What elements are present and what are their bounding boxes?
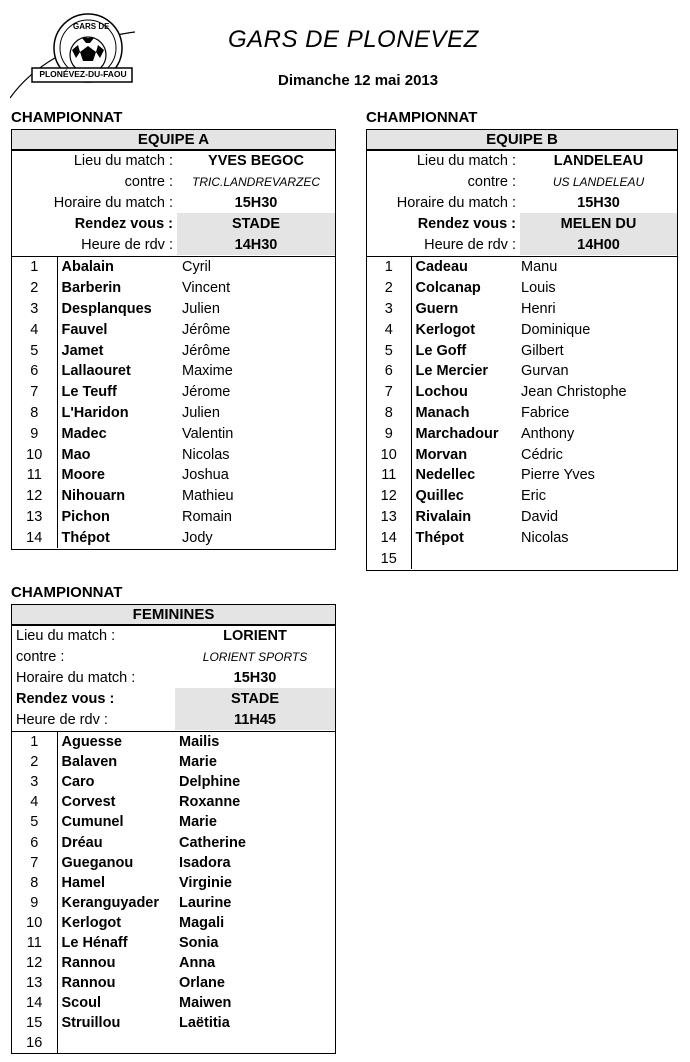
label-lieu: Lieu du match : <box>73 153 173 170</box>
player-firstname: Delphine <box>179 774 241 791</box>
player-row <box>12 933 335 953</box>
horaire-value: 15H30 <box>577 194 620 211</box>
player-row <box>12 340 335 361</box>
player-firstname: David <box>521 508 559 525</box>
match-date: Dimanche 12 mai 2013 <box>278 72 439 89</box>
player-firstname: Nicolas <box>182 446 230 463</box>
player-firstname: Cyril <box>182 259 211 276</box>
player-firstname: Dominique <box>521 321 591 338</box>
player-firstname: Maiwen <box>179 995 232 1012</box>
player-number: 11 <box>12 465 57 486</box>
player-surname: Thépot <box>61 529 110 546</box>
player-surname: Dréau <box>61 834 103 851</box>
player-surname: Kerlogot <box>61 914 122 931</box>
player-row <box>12 507 335 528</box>
player-surname: Quillec <box>415 488 464 505</box>
player-surname: Hamel <box>61 874 106 891</box>
player-number: 16 <box>12 1033 57 1053</box>
player-row <box>367 507 677 528</box>
player-surname: Cumunel <box>61 814 124 831</box>
player-surname: Fauvel <box>61 321 108 338</box>
roster-b <box>366 256 678 571</box>
player-number: 5 <box>12 340 57 361</box>
player-row <box>12 1013 335 1033</box>
player-surname: Struillou <box>61 1015 121 1032</box>
heure-rdv-value: 11H45 <box>175 709 335 730</box>
player-firstname: Magali <box>179 914 225 931</box>
player-firstname: Jody <box>182 529 213 546</box>
player-number: 6 <box>367 361 411 382</box>
player-number: 10 <box>12 913 57 933</box>
player-firstname: Jérôme <box>182 342 231 359</box>
player-firstname: Mathieu <box>182 488 234 505</box>
player-firstname: Julien <box>182 300 220 317</box>
player-row <box>12 953 335 973</box>
player-number: 9 <box>12 423 57 444</box>
player-firstname: Maxime <box>182 363 233 380</box>
player-row <box>12 973 335 993</box>
player-firstname: Gilbert <box>521 342 564 359</box>
section-championnat-b: CHAMPIONNAT <box>366 109 478 126</box>
player-firstname: Catherine <box>179 834 246 851</box>
player-number: 7 <box>12 382 57 403</box>
player-row <box>12 319 335 340</box>
section-championnat-f: CHAMPIONNAT <box>11 584 123 601</box>
player-surname: Cadeau <box>415 259 468 276</box>
player-surname: L'Haridon <box>61 404 129 421</box>
player-number: 7 <box>12 853 57 873</box>
player-row <box>12 732 335 752</box>
label-horaire: Horaire du match : <box>16 669 136 686</box>
player-number: 8 <box>12 403 57 424</box>
rdv-value: MELEN DU <box>520 213 677 234</box>
player-row <box>367 257 677 278</box>
player-firstname: Pierre Yves <box>521 467 595 484</box>
player-number: 12 <box>12 486 57 507</box>
player-row <box>12 486 335 507</box>
player-number: 5 <box>367 340 411 361</box>
player-surname: Jamet <box>61 342 104 359</box>
player-firstname: Marie <box>179 754 217 771</box>
player-number: 14 <box>367 527 411 548</box>
player-surname: Colcanap <box>415 280 481 297</box>
player-number: 10 <box>12 444 57 465</box>
player-number: 10 <box>367 444 411 465</box>
player-row <box>12 382 335 403</box>
player-surname: Gueganou <box>61 854 134 871</box>
player-surname: Madec <box>61 425 107 442</box>
rdv-value: STADE <box>177 213 335 234</box>
team-header-f: FEMININES <box>11 604 336 625</box>
player-row <box>367 278 677 299</box>
horaire-value: 15H30 <box>233 669 277 686</box>
player-number: 1 <box>367 257 411 278</box>
player-firstname: Manu <box>521 259 558 276</box>
player-surname: Abalain <box>61 259 114 276</box>
player-firstname: Mailis <box>179 734 220 751</box>
player-surname: Kerlogot <box>415 321 476 338</box>
player-surname: Mao <box>61 446 91 463</box>
player-number: 1 <box>12 257 57 278</box>
player-number: 3 <box>12 772 57 792</box>
player-number: 4 <box>367 319 411 340</box>
player-firstname: Valentin <box>182 425 234 442</box>
player-surname: Manach <box>415 404 470 421</box>
player-number: 6 <box>12 361 57 382</box>
player-firstname: Anthony <box>521 425 575 442</box>
label-heure-rdv: Heure de rdv : <box>81 236 173 253</box>
label-rdv: Rendez vous : <box>16 690 115 707</box>
section-championnat-a: CHAMPIONNAT <box>11 109 123 126</box>
player-surname: Rannou <box>61 955 116 972</box>
player-firstname: Joshua <box>182 467 229 484</box>
player-surname: Corvest <box>61 794 116 811</box>
contre-value: TRIC.LANDREVARZEC <box>191 175 321 190</box>
player-number: 2 <box>12 278 57 299</box>
match-info-b <box>366 150 678 257</box>
player-firstname: Vincent <box>182 280 231 297</box>
player-row <box>12 1033 335 1053</box>
player-number: 7 <box>367 382 411 403</box>
player-firstname: Jean Christophe <box>521 384 627 401</box>
player-surname: Balaven <box>61 754 118 771</box>
player-surname: Nihouarn <box>61 488 126 505</box>
player-firstname: Orlane <box>179 975 225 992</box>
label-contre: contre : <box>124 174 173 191</box>
player-surname: Le Teuff <box>61 384 117 401</box>
match-info-a <box>11 150 336 257</box>
player-firstname: Louis <box>521 280 556 297</box>
contre-value: LORIENT SPORTS <box>202 650 308 665</box>
player-row <box>12 893 335 913</box>
player-row <box>12 913 335 933</box>
player-surname: Le Hénaff <box>61 934 128 951</box>
player-firstname: Cédric <box>521 446 563 463</box>
roster-a <box>11 256 336 550</box>
player-firstname <box>517 548 677 569</box>
player-row <box>12 853 335 873</box>
player-number: 12 <box>12 953 57 973</box>
label-contre: contre : <box>16 649 65 666</box>
player-row <box>367 465 677 486</box>
heure-rdv-value: 14H30 <box>177 234 335 255</box>
logo-text-top: GARS DE <box>73 22 110 31</box>
rdv-value: STADE <box>175 688 335 709</box>
player-firstname: Marie <box>179 814 217 831</box>
player-number: 14 <box>12 993 57 1013</box>
player-firstname <box>175 1033 335 1053</box>
player-row <box>12 423 335 444</box>
player-row <box>12 993 335 1013</box>
player-surname: Le Mercier <box>415 363 489 380</box>
player-surname: Aguesse <box>61 734 122 751</box>
player-firstname: Isadora <box>179 854 231 871</box>
player-surname: Keranguyader <box>61 894 160 911</box>
player-surname: Marchadour <box>415 425 499 442</box>
player-row <box>12 403 335 424</box>
player-row <box>12 299 335 320</box>
player-firstname: Roxanne <box>179 794 241 811</box>
logo-text-bottom: PLONÉVEZ-DU-FAOU <box>39 69 127 79</box>
player-surname: Pichon <box>61 508 110 525</box>
player-row <box>367 527 677 548</box>
player-surname: Scoul <box>61 995 101 1012</box>
player-row <box>12 792 335 812</box>
player-number: 3 <box>12 299 57 320</box>
player-surname: Lallaouret <box>61 363 131 380</box>
player-firstname: Anna <box>179 955 216 972</box>
label-rdv: Rendez vous : <box>417 215 516 232</box>
roster-f <box>11 731 336 1054</box>
player-number: 3 <box>367 299 411 320</box>
player-row <box>367 403 677 424</box>
player-firstname: Romain <box>182 508 232 525</box>
player-firstname: Jérôme <box>182 321 231 338</box>
label-lieu: Lieu du match : <box>16 628 116 645</box>
player-number: 13 <box>12 507 57 528</box>
player-surname: Caro <box>61 774 95 791</box>
player-row <box>12 527 335 548</box>
player-number: 4 <box>12 319 57 340</box>
player-firstname: Gurvan <box>521 363 569 380</box>
label-horaire: Horaire du match : <box>53 194 173 211</box>
player-row <box>12 752 335 772</box>
player-number: 11 <box>367 465 411 486</box>
player-number: 9 <box>367 423 411 444</box>
player-row <box>12 873 335 893</box>
player-number: 11 <box>12 933 57 953</box>
player-firstname: Virginie <box>179 874 232 891</box>
player-surname <box>57 1033 175 1053</box>
player-number: 13 <box>367 507 411 528</box>
player-row <box>12 832 335 852</box>
player-row <box>367 486 677 507</box>
lieu-value: LORIENT <box>223 628 287 645</box>
player-firstname: Sonia <box>179 934 219 951</box>
player-surname: Nedellec <box>415 467 476 484</box>
team-header-b: EQUIPE B <box>366 129 678 150</box>
player-surname: Desplanques <box>61 300 152 317</box>
label-heure-rdv: Heure de rdv : <box>424 236 516 253</box>
player-row <box>12 465 335 486</box>
label-heure-rdv: Heure de rdv : <box>16 711 108 728</box>
player-row <box>367 361 677 382</box>
player-number: 9 <box>12 893 57 913</box>
club-title: GARS DE PLONEVEZ <box>228 26 479 53</box>
player-number: 2 <box>367 278 411 299</box>
player-row <box>12 257 335 278</box>
label-lieu: Lieu du match : <box>416 153 516 170</box>
contre-value: US LANDELEAU <box>552 175 645 190</box>
player-number: 15 <box>12 1013 57 1033</box>
player-number: 14 <box>12 527 57 548</box>
player-surname: Guern <box>415 300 459 317</box>
player-number: 12 <box>367 486 411 507</box>
player-number: 8 <box>367 403 411 424</box>
player-row <box>367 423 677 444</box>
player-firstname: Nicolas <box>521 529 569 546</box>
player-row <box>367 299 677 320</box>
player-number: 6 <box>12 832 57 852</box>
player-row <box>12 444 335 465</box>
player-row <box>12 278 335 299</box>
player-number: 2 <box>12 752 57 772</box>
team-header-a: EQUIPE A <box>11 129 336 150</box>
player-firstname: Laëtitia <box>179 1015 230 1032</box>
player-number: 8 <box>12 873 57 893</box>
lieu-value: YVES BEGOC <box>208 153 304 170</box>
player-row <box>367 444 677 465</box>
football-icon <box>10 10 135 100</box>
player-row <box>367 319 677 340</box>
player-firstname: Fabrice <box>521 404 570 421</box>
player-firstname: Laurine <box>179 894 232 911</box>
player-firstname: Eric <box>521 488 546 505</box>
player-surname: Lochou <box>415 384 468 401</box>
player-row <box>367 548 677 569</box>
heure-rdv-value: 14H00 <box>520 234 677 255</box>
player-surname <box>411 548 517 569</box>
player-number: 4 <box>12 792 57 812</box>
player-firstname: Jérome <box>182 384 231 401</box>
player-firstname: Julien <box>182 404 220 421</box>
player-number: 5 <box>12 812 57 832</box>
player-firstname: Henri <box>521 300 556 317</box>
label-horaire: Horaire du match : <box>396 194 516 211</box>
club-logo <box>10 10 135 100</box>
player-number: 1 <box>12 732 57 752</box>
player-row <box>12 361 335 382</box>
match-info-f <box>11 625 336 732</box>
player-surname: Thépot <box>415 529 464 546</box>
player-surname: Rivalain <box>415 508 472 525</box>
player-surname: Barberin <box>61 280 122 297</box>
lieu-value: LANDELEAU <box>553 153 644 170</box>
player-row <box>367 340 677 361</box>
player-surname: Moore <box>61 467 105 484</box>
player-row <box>12 772 335 792</box>
player-surname: Rannou <box>61 975 116 992</box>
horaire-value: 15H30 <box>234 194 278 211</box>
player-surname: Morvan <box>415 446 468 463</box>
player-number: 15 <box>367 548 411 569</box>
player-number: 13 <box>12 973 57 993</box>
label-contre: contre : <box>467 174 516 191</box>
label-rdv: Rendez vous : <box>74 215 173 232</box>
player-row <box>367 382 677 403</box>
player-row <box>12 812 335 832</box>
player-surname: Le Goff <box>415 342 467 359</box>
